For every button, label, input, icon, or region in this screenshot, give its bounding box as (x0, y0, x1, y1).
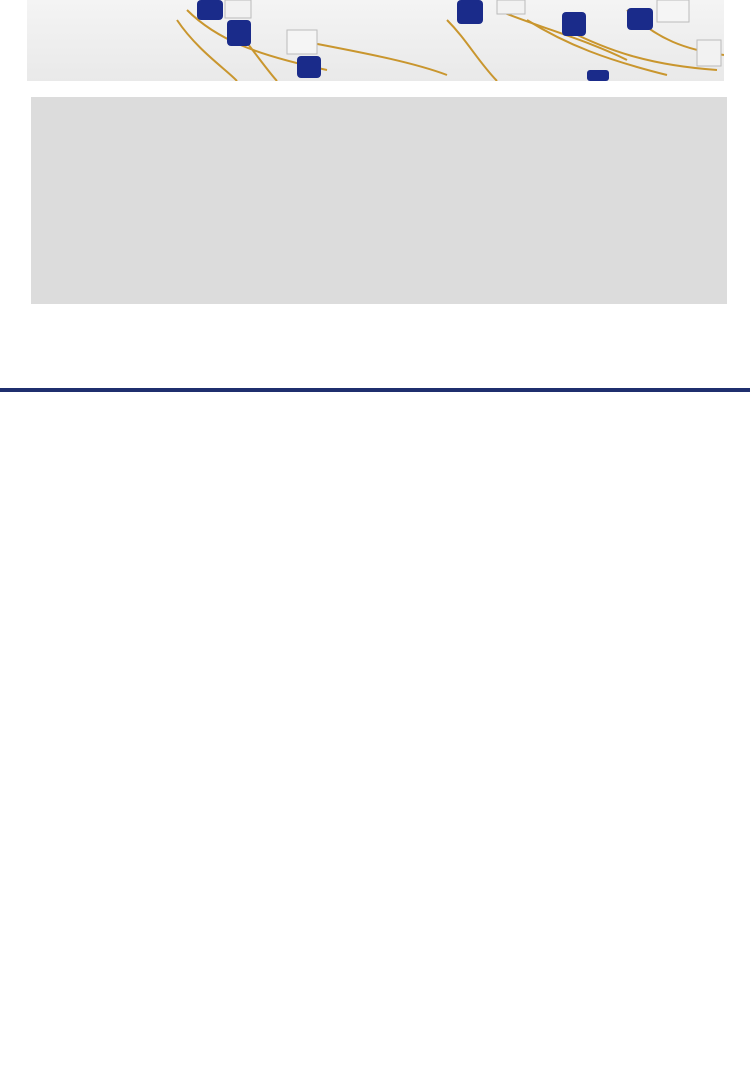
section-divider (0, 388, 750, 392)
product-photo (27, 0, 724, 81)
spec-panel (31, 97, 727, 304)
